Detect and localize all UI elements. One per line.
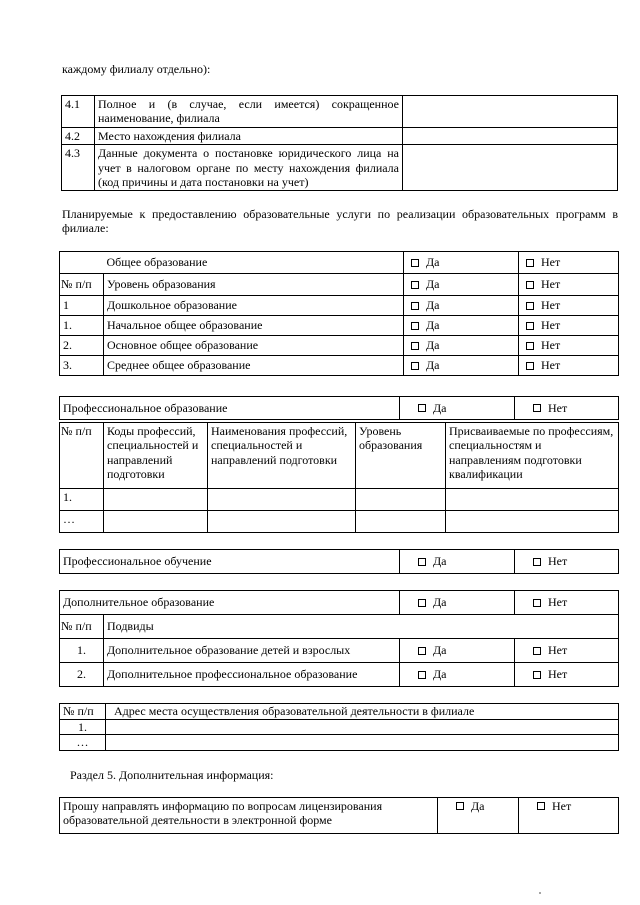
level-cell[interactable] xyxy=(356,489,446,511)
level-yes-option[interactable]: Да xyxy=(404,274,519,296)
row-number: 1. xyxy=(60,639,104,663)
table-row xyxy=(60,423,619,489)
electronic-form-table xyxy=(59,797,619,834)
scan-dot xyxy=(539,892,541,894)
row-number: 4.3 xyxy=(62,145,95,191)
table-row xyxy=(62,127,618,144)
address-table xyxy=(59,703,619,751)
column-header-subtypes: Подвиды xyxy=(104,615,619,639)
intro-text: каждому филиалу отдельно): xyxy=(62,62,211,76)
professional-yes-option[interactable]: Да xyxy=(400,397,515,420)
yes-option[interactable]: Да xyxy=(400,663,515,687)
column-header-level: Уровень образования xyxy=(104,274,404,296)
checkbox-icon[interactable] xyxy=(533,671,541,679)
row-number: 4.1 xyxy=(62,96,95,128)
yes-option[interactable]: Да xyxy=(404,296,519,316)
qualification-cell[interactable] xyxy=(446,489,619,511)
table-row xyxy=(60,615,619,639)
branch-table xyxy=(61,95,618,191)
level-no-option[interactable]: Нет xyxy=(519,274,619,296)
table-row xyxy=(60,639,619,663)
row-number: … xyxy=(60,511,104,533)
row-number: 1 xyxy=(60,296,104,316)
branch-value-cell[interactable] xyxy=(403,145,618,191)
checkbox-icon[interactable] xyxy=(526,342,534,350)
table-row xyxy=(60,296,619,316)
table-row xyxy=(60,511,619,533)
checkbox-icon[interactable] xyxy=(537,802,545,810)
table-row xyxy=(60,550,619,574)
table-row xyxy=(60,720,619,735)
row-number: 1. xyxy=(60,720,106,735)
row-number: 1. xyxy=(60,316,104,336)
electronic-yes-option[interactable]: Да xyxy=(438,798,519,834)
address-cell[interactable] xyxy=(106,735,619,750)
training-yes-option[interactable]: Да xyxy=(400,550,515,574)
additional-education-title: Дополнительное образование xyxy=(60,591,400,615)
checkbox-icon[interactable] xyxy=(418,647,426,655)
no-option[interactable]: Нет xyxy=(519,356,619,376)
general-yes-option[interactable]: Да xyxy=(404,252,519,274)
checkbox-icon[interactable] xyxy=(526,362,534,370)
checkbox-icon[interactable] xyxy=(526,259,534,267)
address-cell[interactable] xyxy=(106,720,619,735)
general-education-table xyxy=(59,251,619,376)
checkbox-icon[interactable] xyxy=(418,599,426,607)
checkbox-icon[interactable] xyxy=(418,671,426,679)
education-level-label: Начальное общее образование xyxy=(104,316,404,336)
table-row xyxy=(62,96,618,128)
checkbox-icon[interactable] xyxy=(411,302,419,310)
general-education-title: Общее образование xyxy=(104,252,404,274)
checkbox-icon[interactable] xyxy=(533,404,541,412)
planned-services-text: Планируемые к предоставлению образовательные услуги по реализации образовательных программ в филиале: xyxy=(62,207,618,236)
checkbox-icon[interactable] xyxy=(533,599,541,607)
yes-option[interactable]: Да xyxy=(400,639,515,663)
column-header-address: Адрес места осуществления образовательной деятельности в филиале xyxy=(106,704,619,720)
row-number: … xyxy=(60,735,106,750)
column-header-codes: Коды профессий, специальностей и направлений подготовки xyxy=(104,423,208,489)
row-number: 4.2 xyxy=(62,127,95,144)
table-row xyxy=(60,356,619,376)
professional-training-title: Профессиональное обучение xyxy=(60,550,400,574)
checkbox-icon[interactable] xyxy=(526,281,534,289)
electronic-form-label: Прошу направлять информацию по вопросам лицензирования образовательной деятельности в электронной форме xyxy=(60,798,438,834)
checkbox-icon[interactable] xyxy=(411,342,419,350)
general-no-option[interactable]: Нет xyxy=(519,252,619,274)
professional-training-table xyxy=(59,549,619,574)
education-level-label: Дошкольное образование xyxy=(104,296,404,316)
yes-option[interactable]: Да xyxy=(404,336,519,356)
checkbox-icon[interactable] xyxy=(533,647,541,655)
level-cell[interactable] xyxy=(356,511,446,533)
table-row xyxy=(60,735,619,750)
table-row xyxy=(60,336,619,356)
table-row xyxy=(60,798,619,834)
checkbox-icon[interactable] xyxy=(533,558,541,566)
column-header-number: № п/п xyxy=(60,274,104,296)
branch-value-cell[interactable] xyxy=(403,127,618,144)
no-option[interactable]: Нет xyxy=(519,336,619,356)
row-number: 2. xyxy=(60,336,104,356)
branch-label: Полное и (в случае, если имеется) сокращенное наименование, филиала xyxy=(95,96,403,128)
column-header-names: Наименования профессий, специальностей и направлений подготовки xyxy=(208,423,356,489)
no-option[interactable]: Нет xyxy=(515,663,619,687)
checkbox-icon[interactable] xyxy=(411,281,419,289)
names-cell[interactable] xyxy=(208,489,356,511)
branch-label: Место нахождения филиала xyxy=(95,127,403,144)
row-number: 1. xyxy=(60,489,104,511)
yes-option[interactable]: Да xyxy=(404,356,519,376)
professional-education-header xyxy=(59,396,619,420)
yes-option[interactable]: Да xyxy=(404,316,519,336)
checkbox-icon[interactable] xyxy=(411,362,419,370)
table-row xyxy=(60,591,619,615)
no-option[interactable]: Нет xyxy=(515,639,619,663)
column-header-number: № п/п xyxy=(60,704,106,720)
column-header-number: № п/п xyxy=(60,423,104,489)
checkbox-icon[interactable] xyxy=(418,404,426,412)
checkbox-icon[interactable] xyxy=(411,322,419,330)
additional-no-option[interactable]: Нет xyxy=(515,591,619,615)
branch-label: Данные документа о постановке юридического лица на учет в налоговом органе по месту нахождения филиала (код причины и дата постановки на учет) xyxy=(95,145,403,191)
column-header-level: Уровень образования xyxy=(356,423,446,489)
codes-cell[interactable] xyxy=(104,489,208,511)
row-number: 2. xyxy=(60,663,104,687)
table-row xyxy=(60,704,619,720)
no-option[interactable]: Нет xyxy=(519,296,619,316)
column-header-number: № п/п xyxy=(60,615,104,639)
table-row xyxy=(60,489,619,511)
qualification-cell[interactable] xyxy=(446,511,619,533)
section-5-title: Раздел 5. Дополнительная информация: xyxy=(70,768,274,782)
subtype-label: Дополнительное профессиональное образование xyxy=(104,663,400,687)
education-level-label: Основное общее образование xyxy=(104,336,404,356)
codes-cell[interactable] xyxy=(104,511,208,533)
table-row xyxy=(60,274,619,296)
professional-education-table xyxy=(59,422,619,533)
column-header-qualification: Присваиваемые по профессиям, специальностям и направлениям подготовки квалификации xyxy=(446,423,619,489)
checkbox-icon[interactable] xyxy=(418,558,426,566)
table-row xyxy=(60,316,619,336)
subtype-label: Дополнительное образование детей и взрослых xyxy=(104,639,400,663)
professional-no-option[interactable]: Нет xyxy=(515,397,619,420)
table-row xyxy=(60,252,619,274)
no-option[interactable]: Нет xyxy=(519,316,619,336)
additional-yes-option[interactable]: Да xyxy=(400,591,515,615)
education-level-label: Среднее общее образование xyxy=(104,356,404,376)
row-number: 3. xyxy=(60,356,104,376)
names-cell[interactable] xyxy=(208,511,356,533)
checkbox-icon[interactable] xyxy=(411,259,419,267)
professional-education-title: Профессиональное образование xyxy=(60,397,400,420)
checkbox-icon[interactable] xyxy=(526,302,534,310)
branch-value-cell[interactable] xyxy=(403,96,618,128)
table-row xyxy=(60,397,619,420)
training-no-option[interactable]: Нет xyxy=(515,550,619,574)
table-row xyxy=(62,145,618,191)
table-row xyxy=(60,663,619,687)
checkbox-icon[interactable] xyxy=(456,802,464,810)
additional-education-table xyxy=(59,590,619,687)
checkbox-icon[interactable] xyxy=(526,322,534,330)
electronic-no-option[interactable]: Нет xyxy=(519,798,619,834)
